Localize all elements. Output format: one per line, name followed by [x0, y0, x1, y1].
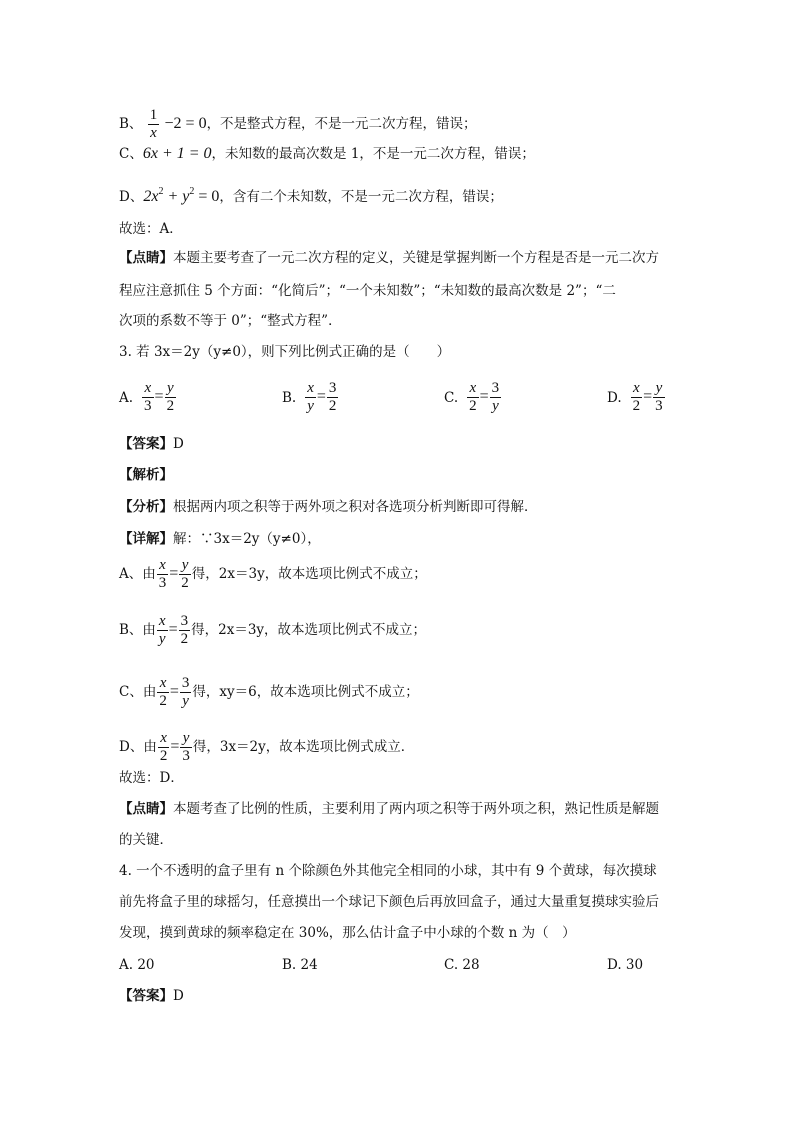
option-d-analysis: D、$2x^2 + y^2 = 0$，含有二个未知数，不是一元二次方程，错误； — [119, 186, 503, 205]
fraction: $\frac{1}{x}$ — [149, 107, 158, 141]
q4-option-b: B. 24 — [282, 957, 318, 973]
q3-step-d: D、由 $\frac{x}{2}$ = $\frac{y}{3}$ 得，3x＝2y，故本选项比例式成立． — [119, 730, 415, 764]
option-b-analysis: B、 $\frac{1}{x}$ −2 = 0，不是整式方程，不是一元二次方程，错误； — [119, 107, 477, 141]
q3-step-c: C、由 $\frac{x}{2}$ = $\frac{3}{y}$ 得，xy＝6，故本选项比例式不成立； — [119, 675, 419, 709]
q3-answer: 【答案】D — [119, 436, 184, 452]
question-3-stem: 3. 若 3x＝2y（y≠0），则下列比例式正确的是（ ） — [119, 344, 451, 360]
choose-answer-d: 故选：D． — [119, 770, 184, 786]
q3-step-a: A、由 $\frac{x}{3}$ = $\frac{y}{2}$ 得，2x＝3y，故本选项比例式不成立； — [119, 557, 427, 591]
q3-option-a: A. $\frac{x}{3}$ = $\frac{y}{2}$ — [119, 380, 175, 414]
q3-option-c: C. $\frac{x}{2}$ = $\frac{3}{y}$ — [444, 380, 500, 414]
option-c-analysis: C、6x + 1 = 0，未知数的最高次数是 1，不是一元二次方程，错误； — [119, 145, 535, 162]
question-4-stem-line-2: 前先将盒子里的球摇匀，任意摸出一个球记下颜色后再放回盒子，通过大量重复摸球实验后 — [119, 894, 659, 910]
q4-option-c: C. 28 — [444, 957, 480, 973]
dianjing-paragraph: 【点睛】本题主要考查了一元二次方程的定义，关键是掌握判断一个方程是否是一元二次方 — [119, 250, 659, 266]
choose-answer-a: 故选：A． — [119, 221, 183, 237]
q3-dianjing: 【点睛】本题考查了比例的性质，主要利用了两内项之积等于两外项之积，熟记性质是解题 — [119, 801, 659, 817]
question-4-stem-line-3: 发现，摸到黄球的频率稳定在 30%，那么估计盒子中小球的个数 n 为（ ） — [119, 925, 576, 941]
q4-answer: 【答案】D — [119, 988, 184, 1004]
q3-dianjing-line-2: 的关键． — [119, 832, 173, 848]
q4-option-d: D. 30 — [607, 957, 644, 973]
q3-analysis: 【分析】根据两内项之积等于两外项之积对各选项分析判断即可得解． — [119, 499, 538, 515]
question-4-stem-line-1: 4. 一个不透明的盒子里有 n 个除颜色外其他完全相同的小球，其中有 9 个黄球，每次摸球 — [119, 863, 657, 879]
q3-jiexi-heading: 【解析】 — [119, 467, 173, 483]
dianjing-line-3: 次项的系数不等于 0”；“整式方程”． — [119, 313, 342, 329]
q3-option-d: D. $\frac{x}{2}$ = $\frac{y}{3}$ — [607, 380, 663, 414]
q4-option-a: A. 20 — [119, 957, 155, 973]
dianjing-line-2: 程应注意抓住 5 个方面：“化简后”；“一个未知数”；“未知数的最高次数是 2”；“二 — [119, 283, 616, 299]
q3-detail: 【详解】解：∵3x＝2y（y≠0）， — [119, 531, 321, 547]
q3-option-b: B. $\frac{x}{y}$ = $\frac{3}{2}$ — [282, 380, 337, 414]
q3-step-b: B、由 $\frac{x}{y}$ = $\frac{3}{2}$ 得，2x＝3y，故本选项比例式不成立； — [119, 613, 427, 647]
